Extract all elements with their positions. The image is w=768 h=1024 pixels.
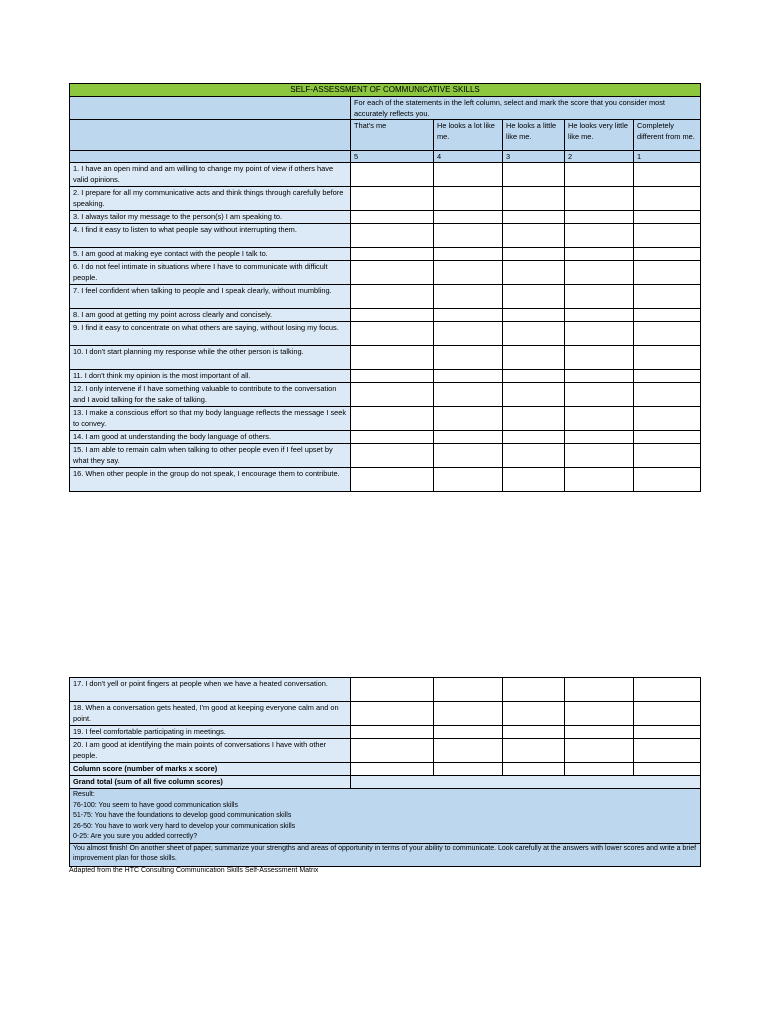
score-cell[interactable] [634, 726, 701, 739]
score-cell[interactable] [634, 322, 701, 346]
score-cell[interactable] [565, 322, 634, 346]
score-cell[interactable] [351, 248, 434, 261]
statement-text: 2. I prepare for all my communicative acts and think things through carefully before speaking. [70, 187, 351, 211]
column-score-cell[interactable] [565, 763, 634, 776]
score-cell[interactable] [503, 285, 565, 309]
statement-text: 13. I make a conscious effort so that my body language reflects the message I seek to convey. [70, 407, 351, 431]
score-cell[interactable] [503, 739, 565, 763]
statement-text: 10. I don't start planning my response while the other person is talking. [70, 346, 351, 370]
score-cell[interactable] [503, 370, 565, 383]
footnote: Adapted from the HTC Consulting Communication Skills Self-Assessment Matrix [69, 867, 319, 874]
score-cell[interactable] [351, 444, 434, 468]
score-cell[interactable] [434, 322, 503, 346]
header-blank-cell [70, 97, 351, 120]
score-cell[interactable] [565, 431, 634, 444]
score-cell[interactable] [565, 468, 634, 492]
grand-total-label: Grand total (sum of all five column scores) [70, 776, 351, 789]
score-cell[interactable] [503, 678, 565, 702]
column-label: He looks a little like me. [503, 120, 565, 151]
statement-row [70, 163, 701, 187]
column-score: 1 [634, 151, 701, 163]
score-cell[interactable] [503, 322, 565, 346]
score-cell[interactable] [434, 678, 503, 702]
score-cell[interactable] [434, 248, 503, 261]
score-cell[interactable] [434, 702, 503, 726]
score-cell[interactable] [434, 211, 503, 224]
score-cell[interactable] [565, 163, 634, 187]
score-cell[interactable] [565, 346, 634, 370]
statement-row [70, 211, 701, 224]
statement-text: 14. I am good at understanding the body language of others. [70, 431, 351, 444]
statement-row [70, 248, 701, 261]
score-cell[interactable] [634, 739, 701, 763]
score-cell[interactable] [351, 261, 434, 285]
score-cell[interactable] [351, 309, 434, 322]
statement-row [70, 187, 701, 211]
statement-text: 4. I find it easy to listen to what people say without interrupting them. [70, 224, 351, 248]
score-cell[interactable] [351, 431, 434, 444]
grand-total-cell[interactable] [351, 776, 701, 789]
score-cell[interactable] [503, 224, 565, 248]
score-cell[interactable] [503, 431, 565, 444]
statement-row [70, 370, 701, 383]
result-heading: Result: [73, 791, 95, 798]
score-cell[interactable] [634, 678, 701, 702]
column-score-cell[interactable] [634, 763, 701, 776]
statement-row [70, 346, 701, 370]
column-label: He looks a lot like me. [434, 120, 503, 151]
score-cell[interactable] [565, 285, 634, 309]
score-cell[interactable] [565, 739, 634, 763]
score-cell[interactable] [565, 444, 634, 468]
score-cell[interactable] [351, 383, 434, 407]
score-cell[interactable] [503, 309, 565, 322]
statement-text: 15. I am able to remain calm when talking to other people even if I feel upset by what they say. [70, 444, 351, 468]
score-cell[interactable] [565, 309, 634, 322]
score-cell[interactable] [503, 346, 565, 370]
score-cell[interactable] [634, 163, 701, 187]
statement-text: 19. I feel comfortable participating in meetings. [70, 726, 351, 739]
score-cell[interactable] [503, 468, 565, 492]
score-cell[interactable] [503, 261, 565, 285]
statement-row [70, 702, 701, 726]
column-score: 5 [351, 151, 434, 163]
score-cell[interactable] [634, 383, 701, 407]
score-cell[interactable] [434, 224, 503, 248]
score-cell[interactable] [351, 370, 434, 383]
score-cell[interactable] [434, 726, 503, 739]
statement-text: 11. I don't think my opinion is the most important of all. [70, 370, 351, 383]
score-cell[interactable] [351, 285, 434, 309]
assessment-table-page1 [69, 83, 701, 492]
score-cell[interactable] [634, 309, 701, 322]
score-cell[interactable] [634, 248, 701, 261]
statement-row [70, 444, 701, 468]
statement-text: 6. I do not feel intimate in situations where I have to communicate with difficult people. [70, 261, 351, 285]
score-cell[interactable] [351, 726, 434, 739]
score-cell[interactable] [503, 211, 565, 224]
score-cell[interactable] [634, 224, 701, 248]
score-cell[interactable] [503, 163, 565, 187]
score-cell[interactable] [351, 702, 434, 726]
score-cell[interactable] [351, 322, 434, 346]
statement-text: 1. I have an open mind and am willing to change my point of view if others have valid opinions. [70, 163, 351, 187]
score-cell[interactable] [434, 407, 503, 431]
score-cell[interactable] [351, 407, 434, 431]
score-cell[interactable] [565, 187, 634, 211]
statement-text: 12. I only intervene if I have something valuable to contribute to the conversation and I avoid talking for the sake of talking. [70, 383, 351, 407]
result-line: 76-100: You seem to have good communication skills [73, 801, 238, 809]
statement-row [70, 678, 701, 702]
column-score-cell[interactable] [434, 763, 503, 776]
column-score-cell[interactable] [503, 763, 565, 776]
score-cell[interactable] [434, 468, 503, 492]
statement-row [70, 739, 701, 763]
header-blank-cell [70, 120, 351, 151]
score-cell[interactable] [634, 702, 701, 726]
score-cell[interactable] [351, 678, 434, 702]
statement-row [70, 261, 701, 285]
column-score: 3 [503, 151, 565, 163]
column-label: Completely different from me. [634, 120, 701, 151]
score-cell[interactable] [434, 383, 503, 407]
score-cell[interactable] [351, 468, 434, 492]
statement-row [70, 322, 701, 346]
score-cell[interactable] [634, 211, 701, 224]
score-cell[interactable] [634, 468, 701, 492]
form-title: SELF-ASSESSMENT OF COMMUNICATIVE SKILLS [70, 84, 701, 97]
statement-text: 18. When a conversation gets heated, I'm good at keeping everyone calm and on point. [70, 702, 351, 726]
score-cell[interactable] [351, 346, 434, 370]
score-cell[interactable] [634, 285, 701, 309]
statement-row [70, 224, 701, 248]
score-cell[interactable] [434, 261, 503, 285]
score-cell[interactable] [503, 702, 565, 726]
column-score: 2 [565, 151, 634, 163]
statement-row [70, 431, 701, 444]
score-cell[interactable] [434, 431, 503, 444]
assessment-table-page2 [69, 677, 701, 867]
score-cell[interactable] [434, 309, 503, 322]
statement-text: 5. I am good at making eye contact with the people I talk to. [70, 248, 351, 261]
score-cell[interactable] [351, 739, 434, 763]
column-score: 4 [434, 151, 503, 163]
score-cell[interactable] [434, 163, 503, 187]
score-cell[interactable] [503, 383, 565, 407]
statement-row [70, 468, 701, 492]
statement-text: 7. I feel confident when talking to people and I speak clearly, without mumbling. [70, 285, 351, 309]
result-line: 26-50: You have to work very hard to develop your communication skills [73, 822, 296, 830]
score-cell[interactable] [434, 346, 503, 370]
statement-text: 20. I am good at identifying the main points of conversations I have with other people. [70, 739, 351, 763]
statement-row [70, 309, 701, 322]
result-line: 0-25: Are you sure you added correctly? [73, 833, 198, 840]
score-cell[interactable] [351, 187, 434, 211]
statement-row [70, 383, 701, 407]
score-cell[interactable] [434, 285, 503, 309]
score-cell[interactable] [565, 261, 634, 285]
score-cell[interactable] [503, 726, 565, 739]
score-cell[interactable] [565, 726, 634, 739]
statement-text: 16. When other people in the group do not speak, I encourage them to contribute. [70, 468, 351, 492]
column-label: That's me [351, 120, 434, 151]
score-cell[interactable] [351, 224, 434, 248]
score-cell[interactable] [434, 444, 503, 468]
score-cell[interactable] [565, 678, 634, 702]
score-cell[interactable] [634, 370, 701, 383]
statement-text: 3. I always tailor my message to the person(s) I am speaking to. [70, 211, 351, 224]
score-cell[interactable] [351, 211, 434, 224]
score-cell[interactable] [565, 224, 634, 248]
score-cell[interactable] [634, 444, 701, 468]
score-cell[interactable] [634, 261, 701, 285]
score-cell[interactable] [503, 248, 565, 261]
score-cell[interactable] [565, 211, 634, 224]
column-score-cell[interactable] [351, 763, 434, 776]
statement-text: 8. I am good at getting my point across clearly and concisely. [70, 309, 351, 322]
score-cell[interactable] [434, 739, 503, 763]
score-cell[interactable] [565, 248, 634, 261]
score-cell[interactable] [634, 346, 701, 370]
instructions-text: For each of the statements in the left column, select and mark the score that you consider most accurately reflects you. [351, 97, 701, 120]
closing-note: You almost finish! On another sheet of paper, summarize your strengths and areas of opportunity in terms of your ability to communicate. Look carefully at the answers with lower scores and write a brief improvement plan for those skills. [70, 843, 701, 866]
score-cell[interactable] [434, 370, 503, 383]
score-cell[interactable] [634, 407, 701, 431]
statement-row [70, 726, 701, 739]
score-cell[interactable] [565, 407, 634, 431]
score-cell[interactable] [634, 431, 701, 444]
score-cell[interactable] [503, 444, 565, 468]
statement-row [70, 407, 701, 431]
score-cell[interactable] [434, 187, 503, 211]
column-score-label: Column score (number of marks x score) [70, 763, 351, 776]
score-cell[interactable] [351, 163, 434, 187]
score-cell[interactable] [503, 407, 565, 431]
statement-text: 9. I find it easy to concentrate on what others are saying, without losing my focus. [70, 322, 351, 346]
score-cell[interactable] [503, 187, 565, 211]
score-cell[interactable] [565, 370, 634, 383]
header-blank-cell [70, 151, 351, 163]
statement-row [70, 285, 701, 309]
result-box [70, 789, 701, 844]
column-label: He looks very little like me. [565, 120, 634, 151]
score-cell[interactable] [565, 383, 634, 407]
score-cell[interactable] [634, 187, 701, 211]
result-line: 51-75: You have the foundations to develop good communication skills [73, 812, 292, 819]
statement-text: 17. I don't yell or point fingers at people when we have a heated conversation. [70, 678, 351, 702]
score-cell[interactable] [565, 702, 634, 726]
